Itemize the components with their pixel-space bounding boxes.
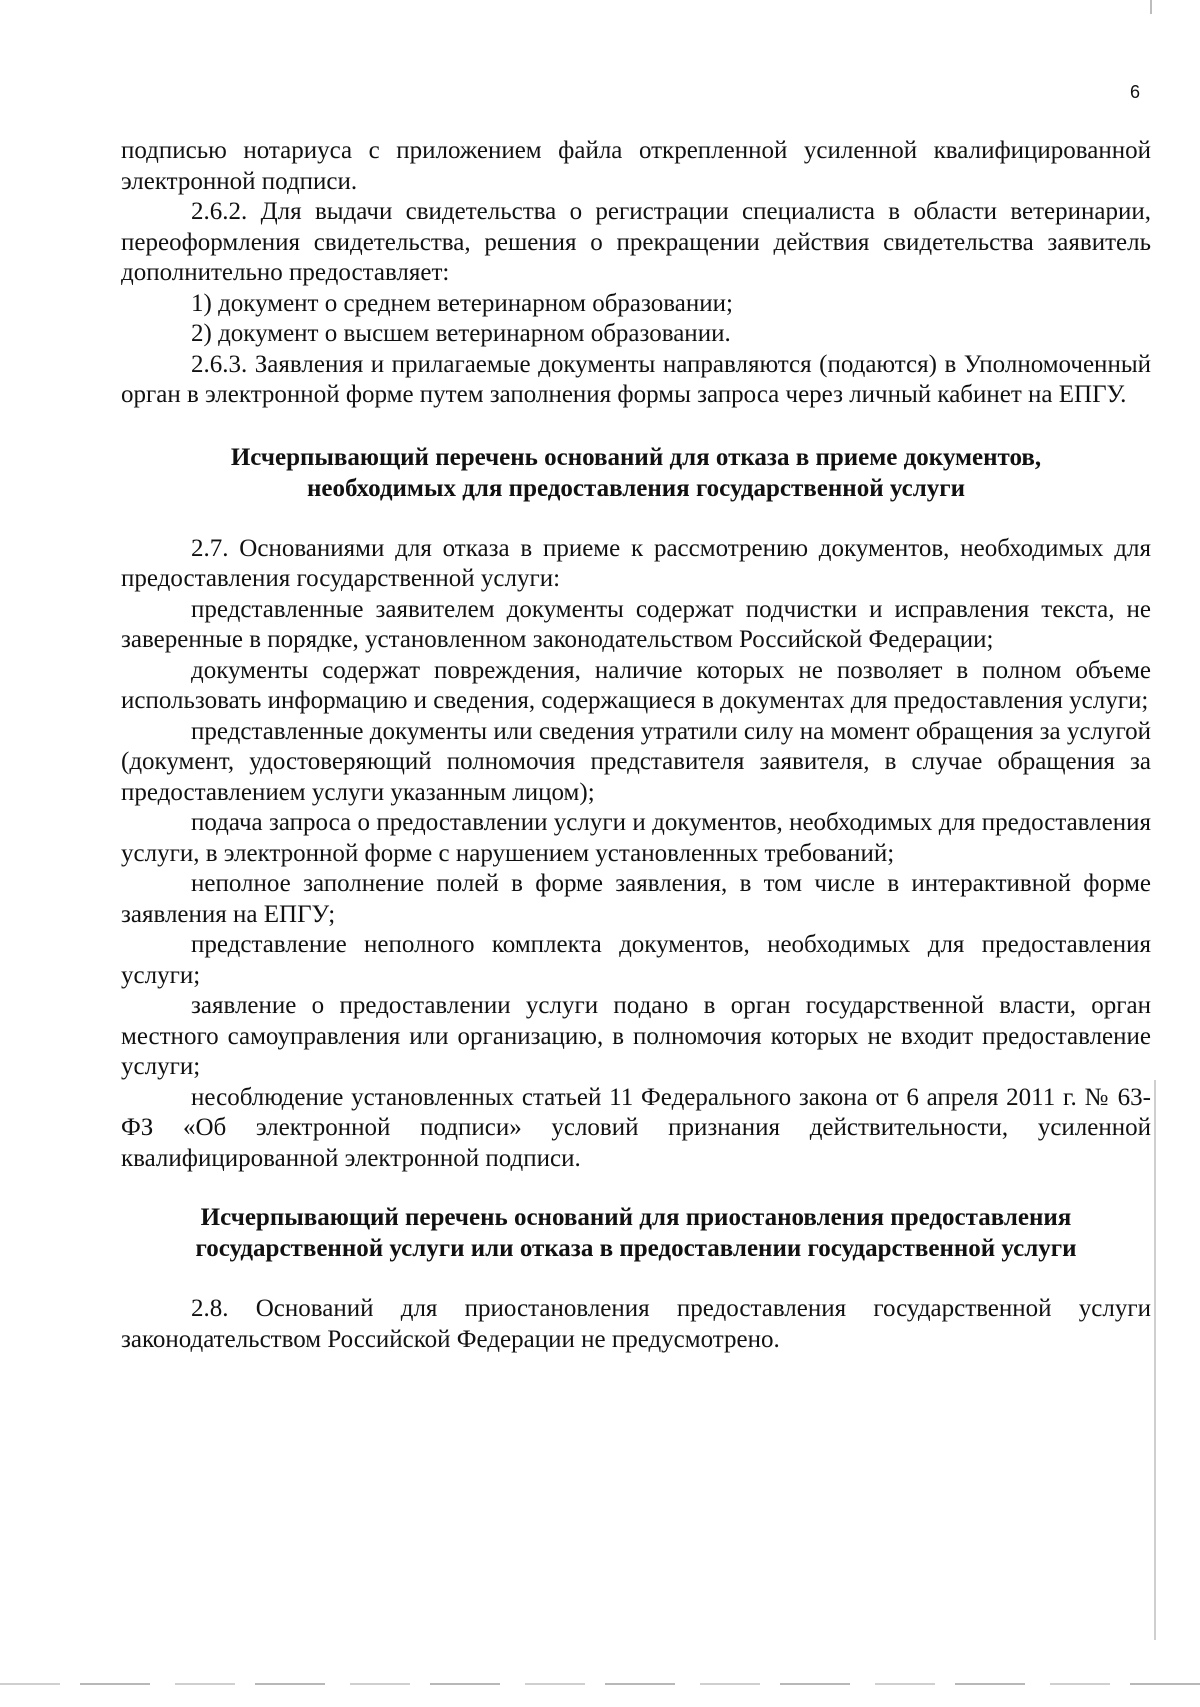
list-item: подача запроса о предоставлении услуги и документов, необходимых для предоставления услуги, в электронной форме с нарушением установленных требований; (121, 809, 1151, 867)
heading-line: Исчерпывающий перечень оснований для приостановления предоставления (200, 1204, 1072, 1231)
list-item: несоблюдение установленных статьей 11 Федерального закона от 6 апреля 2011 г. № 63-ФЗ «Об электронной подписи» условий признания действительности, усиленной квалифицированной электронной подписи. (121, 1083, 1151, 1172)
scan-edge-mark (0, 1683, 1200, 1685)
section-heading-suspension-grounds (121, 1202, 1151, 1264)
heading-line: необходимых для предоставления государственной услуги (307, 474, 965, 502)
list-item: заявление о предоставлении услуги подано в орган государственной власти, орган местного самоуправления или организацию, в полномочия которых не входит предоставление услуги; (121, 992, 1151, 1080)
paragraph-continuation: подписью нотариуса с приложением файла открепленной усиленной квалифицированной электронной подписи. (121, 137, 1151, 195)
scan-edge-mark (1154, 1080, 1156, 1640)
paragraph-2-6-2: 2.6.2. Для выдачи свидетельства о регистрации специалиста в области ветеринарии, переоформления свидетельства, решения о прекращении действия свидетельства заявитель дополнительно предоставляет: (121, 198, 1151, 286)
list-item: документы содержат повреждения, наличие которых не позволяет в полном объеме использовать информацию и сведения, содержащиеся в документах для предоставления услуги; (121, 656, 1151, 714)
list-item: представление неполного комплекта документов, необходимых для предоставления услуги; (121, 931, 1151, 989)
heading-line: государственной услуги или отказа в предоставлении государственной услуги (195, 1235, 1077, 1262)
paragraph-2-6-3: 2.6.3. Заявления и прилагаемые документы направляются (подаются) в Уполномоченный орган в электронной форме путем заполнения формы запроса через личный кабинет на ЕПГУ. (121, 350, 1151, 408)
scan-edge-mark (1150, 0, 1152, 14)
paragraph-2-8: 2.8. Оснований для приостановления предоставления государственной услуги законодательством Российской Федерации не предусмотрено. (121, 1295, 1151, 1353)
list-item: представленные документы или сведения утратили силу на момент обращения за услугой (документ, удостоверяющий полномочия представителя заявителя, в случае обращения за предоставлением услуги указанным лицом); (121, 717, 1151, 806)
page-number: 6 (1129, 82, 1140, 102)
list-item-1: 1) документ о среднем ветеринарном образовании; (191, 289, 733, 317)
document-body (121, 136, 1151, 1355)
list-item: представленные заявителем документы содержат подчистки и исправления текста, не заверенные в порядке, установленном законодательством Российской Федерации; (121, 595, 1151, 653)
heading-line: Исчерпывающий перечень оснований для отказа в приеме документов, (230, 443, 1042, 471)
list-item-2: 2) документ о высшем ветеринарном образовании. (191, 320, 731, 347)
list-item: неполное заполнение полей в форме заявления, в том числе в интерактивной форме заявления на ЕПГУ; (121, 870, 1151, 928)
paragraph-2-7: 2.7. Основаниями для отказа в приеме к рассмотрению документов, необходимых для предоставления государственной услуги: (121, 534, 1151, 592)
section-heading-refusal-grounds (121, 442, 1151, 504)
